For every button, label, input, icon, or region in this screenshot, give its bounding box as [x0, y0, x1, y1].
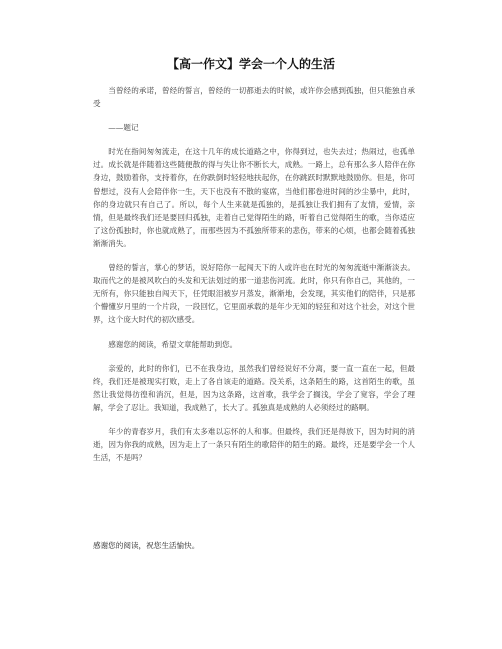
paragraph: 亲爱的，此时的你们，已不在我身边，虽然我们曾经说好不分离，要一直一直在一起，但最终，我们还是被现实打败，走上了各自该走的道路。没关系，这条陌生的路，这首陌生的歌，虽然让我觉得彷徨和消沉，但是，因为这条路，这首歌，我学会了搁浅，学会了宽容，学会了理解，学会了忍让。我知道，我成熟了，长大了。孤独真是成熟的人必须经过的路啊。	[93, 363, 415, 412]
article-body	[93, 84, 415, 475]
paragraph: 时光在指间匆匆流走，在这十几年的成长道路之中，你得到过，也失去过；热闹过，也孤单过。成长就是伴随着这些随便散的得与失让你不断长大，成熟。一路上，总有那么多人陪伴在你身边，鼓励着你，支持着你，在你跌倒时轻轻地扶起你，在你跳跃时默默地鼓励你。但是，你可曾想过，没有人会陪伴你一生，天下也没有不散的宴席，当他们都卷进时间的沙尘暴中，此时，你的身边就只有自己了。所以，每个人生来就是孤独的，是孤独让我们拥有了友情，爱情，亲情，但是最终我们还是要回归孤独，走着自己觉得陌生的路，听着自己觉得陌生的歌，当你适应了这份孤独时，你也就成熟了，而那些因为不孤独所带来的悲伤，带来的心烦，也都会随着孤独渐渐消失。	[93, 147, 415, 248]
paragraph: 年少的青春岁月，我们有太多难以忘怀的人和事。但最终，我们还是得放下，因为时间的消逝，因为你我的成熟，因为走上了一条只有陌生的歌陪伴的陌生的路。最终，还是要学会一个人生活，不是吗？	[93, 426, 415, 463]
page-title: 【高一作文】学会一个人的生活	[166, 57, 335, 71]
epigraph-attribution: ——题记	[108, 123, 139, 133]
epigraph-text: 当曾经的承诺，曾经的誓言，曾经的一切都逝去的时候，或许你会感到孤独，但只能独自承受	[93, 86, 415, 109]
thanks-note: 感谢您的阅读，希望文章能帮助到您。	[108, 339, 238, 349]
footer-note: 感谢您的阅读，祝您生活愉快。	[93, 541, 200, 550]
paragraph: 曾经的誓言，掌心的梦话，说好陪你一起闯天下的人或许也在时光的匆匆流逝中渐渐淡去。取而代之的是被风吹白的头发和无法划过的那一道悲伤河流。此时，你只有你自己，其他的，一无所有，你只能独自闯天下，任凭眼泪被岁月蒸发，渐渐地，会发现，其实他们的陪伴，只是那个懵懂岁月里的一个片段，一段回忆，它里面承载的是年少无知的轻狂和对这个社会，对这个世界，这个庞大时代的初次感受。	[93, 263, 415, 325]
